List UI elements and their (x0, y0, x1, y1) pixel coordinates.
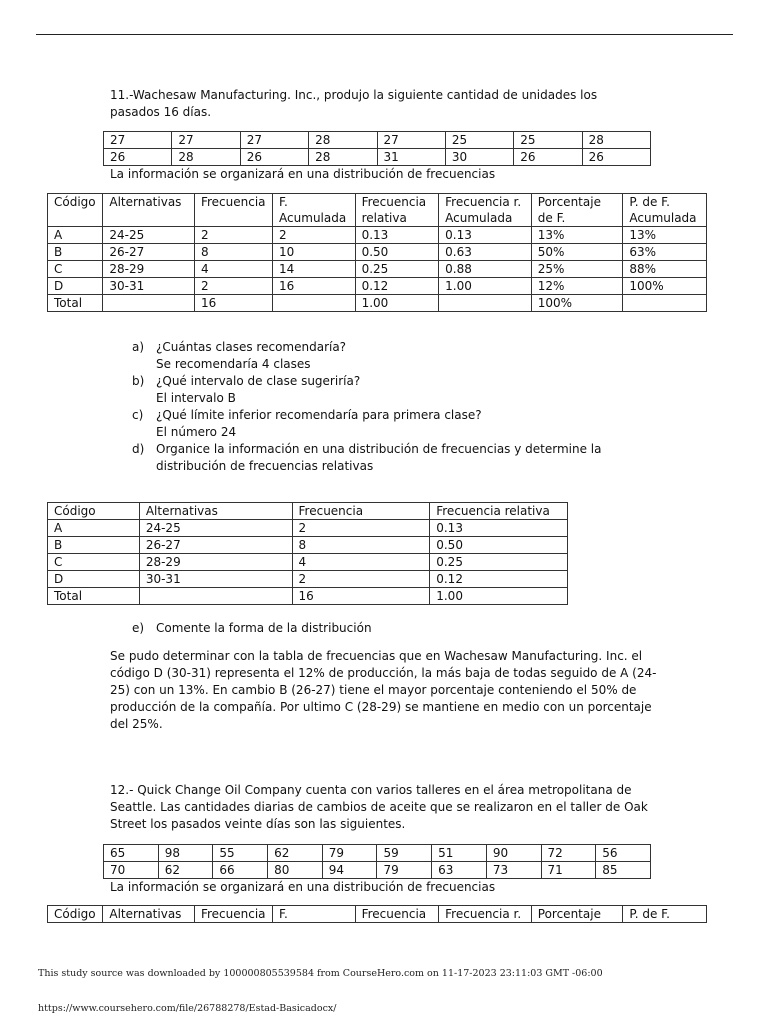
list-marker: a) (132, 340, 145, 354)
table-cell: 0.88 (439, 261, 532, 278)
table-cell: 30-31 (103, 278, 195, 295)
table-cell: 80 (268, 862, 323, 879)
table-cell: 26-27 (103, 244, 195, 261)
answer-text: El número 24 (156, 425, 237, 439)
table-cell: 0.25 (355, 261, 439, 278)
table-cell: 28-29 (103, 261, 195, 278)
table-cell: 16 (273, 278, 356, 295)
column-header: Frecuencia (194, 194, 272, 227)
table-row (48, 537, 568, 554)
q11-question-e (132, 620, 672, 637)
table-cell: 59 (377, 845, 432, 862)
table-cell: 4 (194, 261, 272, 278)
q12-raw-table (103, 844, 651, 879)
list-marker: b) (132, 374, 145, 388)
table-cell: 62 (268, 845, 323, 862)
column-header: Código (48, 194, 103, 227)
table-cell: 63% (623, 244, 707, 261)
table-cell: 0.13 (439, 227, 532, 244)
table-row (104, 149, 651, 166)
table-cell: 100% (623, 278, 707, 295)
table-cell: 0.25 (430, 554, 568, 571)
table-cell: D (48, 278, 103, 295)
table-cell: 28 (309, 132, 377, 149)
list-item (132, 339, 672, 373)
table-cell: 55 (213, 845, 268, 862)
table-header-row (48, 503, 568, 520)
list-item-body (156, 441, 672, 475)
table-cell: 8 (194, 244, 272, 261)
list-item (132, 407, 672, 441)
q11-raw-table (103, 131, 651, 166)
table-cell: 28-29 (139, 554, 292, 571)
table-cell: 62 (158, 862, 213, 879)
table-cell: Total (48, 295, 103, 312)
column-header: Frecuencia relativa (430, 503, 568, 520)
table-cell: 25 (514, 132, 582, 149)
column-header: Alternativas (103, 906, 195, 923)
table-cell: 26-27 (139, 537, 292, 554)
footer-source: This study source was downloaded by 100000805539584 from CourseHero.com on 11-17-2023 23:11:03 GMT -06:00 (38, 968, 603, 979)
list-marker: d) (132, 442, 145, 456)
table-cell: Total (48, 588, 140, 605)
list-item (132, 373, 672, 407)
table-cell: A (48, 227, 103, 244)
table-row (104, 132, 651, 149)
table-cell: 24-25 (139, 520, 292, 537)
column-header: Código (48, 906, 103, 923)
table-cell: B (48, 537, 140, 554)
list-marker: c) (132, 408, 144, 422)
table-cell: 85 (596, 862, 651, 879)
table-cell (139, 588, 292, 605)
column-header: P. de F. (623, 906, 707, 923)
table-cell: 56 (596, 845, 651, 862)
table-cell: 2 (292, 520, 430, 537)
table-cell: 66 (213, 862, 268, 879)
table-cell: 51 (432, 845, 487, 862)
column-header: Frecuencia (292, 503, 430, 520)
q11-freq-table (47, 193, 707, 312)
table-row (104, 845, 651, 862)
table-cell: 63 (432, 862, 487, 879)
table-cell (273, 295, 356, 312)
table-cell: 98 (158, 845, 213, 862)
table-row (48, 554, 568, 571)
table-cell: 70 (104, 862, 159, 879)
table-cell: 90 (486, 845, 541, 862)
table-cell: 50% (531, 244, 623, 261)
table-cell: 25% (531, 261, 623, 278)
table-cell: 26 (514, 149, 582, 166)
column-header: Alternativas (103, 194, 195, 227)
table-cell: 30-31 (139, 571, 292, 588)
table-cell: 0.63 (439, 244, 532, 261)
table-cell: 28 (172, 149, 240, 166)
column-header: F. Acumulada (273, 194, 356, 227)
question-text: Organice la información en una distribución de frecuencias y determine la distribución de frecuencias relativas (156, 442, 602, 473)
table-cell: 2 (273, 227, 356, 244)
table-cell: 26 (582, 149, 650, 166)
table-cell: 8 (292, 537, 430, 554)
table-cell: 2 (194, 278, 272, 295)
table-cell: 79 (322, 845, 377, 862)
list-item (132, 441, 672, 475)
table-cell: 24-25 (103, 227, 195, 244)
table-cell: 25 (445, 132, 513, 149)
table-cell: 2 (194, 227, 272, 244)
table-cell: B (48, 244, 103, 261)
table-cell: 26 (240, 149, 308, 166)
question-text: ¿Cuántas clases recomendaría? (156, 340, 347, 354)
table-row (104, 862, 651, 879)
column-header: Frecuencia r. (439, 906, 532, 923)
table-cell: 26 (104, 149, 172, 166)
table-row (48, 278, 707, 295)
table-row (48, 588, 568, 605)
list-item-body (156, 373, 360, 407)
table-cell: A (48, 520, 140, 537)
table-row (48, 520, 568, 537)
table-cell: 16 (194, 295, 272, 312)
column-header: Frecuencia relativa (355, 194, 439, 227)
table-row (48, 571, 568, 588)
column-header: Código (48, 503, 140, 520)
table-cell: C (48, 554, 140, 571)
table-cell: 72 (541, 845, 596, 862)
table-cell: 65 (104, 845, 159, 862)
table-cell: 16 (292, 588, 430, 605)
q11-note: La información se organizará en una distribución de frecuencias (110, 167, 496, 181)
column-header: P. de F. Acumulada (623, 194, 707, 227)
table-header-row (48, 906, 707, 923)
table-cell: D (48, 571, 140, 588)
column-header: Porcentaje de F. (531, 194, 623, 227)
table-cell: 13% (623, 227, 707, 244)
column-header: Porcentaje (531, 906, 623, 923)
table-cell: 1.00 (439, 278, 532, 295)
table-row (48, 295, 707, 312)
table-row (48, 261, 707, 278)
table-cell: 0.12 (355, 278, 439, 295)
list-item-body (156, 407, 482, 441)
q11-intro: 11.-Wachesaw Manufacturing. Inc., produjo la siguiente cantidad de unidades los pasados 16 días. (110, 88, 598, 119)
table-cell: 30 (445, 149, 513, 166)
q12-intro: 12.- Quick Change Oil Company cuenta con varios talleres en el área metropolitana de Seattle. Las cantidades diarias de cambios de aceite que se realizaron en el taller de Oak Street los pasados veinte días son las siguientes. (110, 783, 648, 831)
table-cell: 27 (172, 132, 240, 149)
table-cell: 27 (104, 132, 172, 149)
header-rule (36, 34, 733, 35)
list-marker: e) (132, 621, 145, 635)
table-cell: 10 (273, 244, 356, 261)
table-row (48, 244, 707, 261)
table-cell: 12% (531, 278, 623, 295)
question-text: ¿Qué límite inferior recomendaría para primera clase? (156, 408, 482, 422)
table-cell (623, 295, 707, 312)
table-cell: 1.00 (430, 588, 568, 605)
table-cell: 13% (531, 227, 623, 244)
table-cell: 4 (292, 554, 430, 571)
footer-url[interactable]: https://www.coursehero.com/file/26788278/Estad-Basicadocx/ (38, 1003, 337, 1014)
q12-note: La información se organizará en una distribución de frecuencias (110, 880, 496, 894)
table-cell: 71 (541, 862, 596, 879)
table-cell: 88% (623, 261, 707, 278)
table-cell (103, 295, 195, 312)
table-header-row (48, 194, 707, 227)
table-cell: 14 (273, 261, 356, 278)
table-cell: 0.12 (430, 571, 568, 588)
q11-questions (132, 339, 672, 475)
table-cell: 28 (309, 149, 377, 166)
table-cell: 0.50 (430, 537, 568, 554)
table-cell: 100% (531, 295, 623, 312)
table-cell: 73 (486, 862, 541, 879)
column-header: Frecuencia (355, 906, 439, 923)
answer-text: El intervalo B (156, 391, 236, 405)
question-text: ¿Qué intervalo de clase sugeriría? (156, 374, 361, 388)
column-header: Frecuencia (194, 906, 272, 923)
table-cell: 1.00 (355, 295, 439, 312)
answer-text: Se recomendaría 4 clases (156, 357, 311, 371)
table-cell: 0.50 (355, 244, 439, 261)
table-cell: 27 (377, 132, 445, 149)
q11-comment: Se pudo determinar con la tabla de frecuencias que en Wachesaw Manufacturing. Inc. el código D (30-31) representa el 12% de producción, la más baja de todas seguido de A (24-25) con un 13%. En cambio B (26-27) tiene el mayor porcentaje conteniendo el 50% de producción de la compañía. Por ultimo C (28-29) se mantiene en medio con un porcentaje del 25%. (110, 649, 657, 731)
table-cell: C (48, 261, 103, 278)
table-cell (439, 295, 532, 312)
table-cell: 0.13 (430, 520, 568, 537)
q11-rel-table (47, 502, 568, 605)
table-cell: 79 (377, 862, 432, 879)
table-cell: 2 (292, 571, 430, 588)
list-item-body (156, 339, 346, 373)
table-cell: 28 (582, 132, 650, 149)
q12-freq-table (47, 905, 707, 923)
column-header: Alternativas (139, 503, 292, 520)
column-header: F. (273, 906, 356, 923)
table-row (48, 227, 707, 244)
column-header: Frecuencia r. Acumulada (439, 194, 532, 227)
table-cell: 94 (322, 862, 377, 879)
table-cell: 27 (240, 132, 308, 149)
table-cell: 31 (377, 149, 445, 166)
question-text: Comente la forma de la distribución (156, 621, 372, 635)
table-cell: 0.13 (355, 227, 439, 244)
